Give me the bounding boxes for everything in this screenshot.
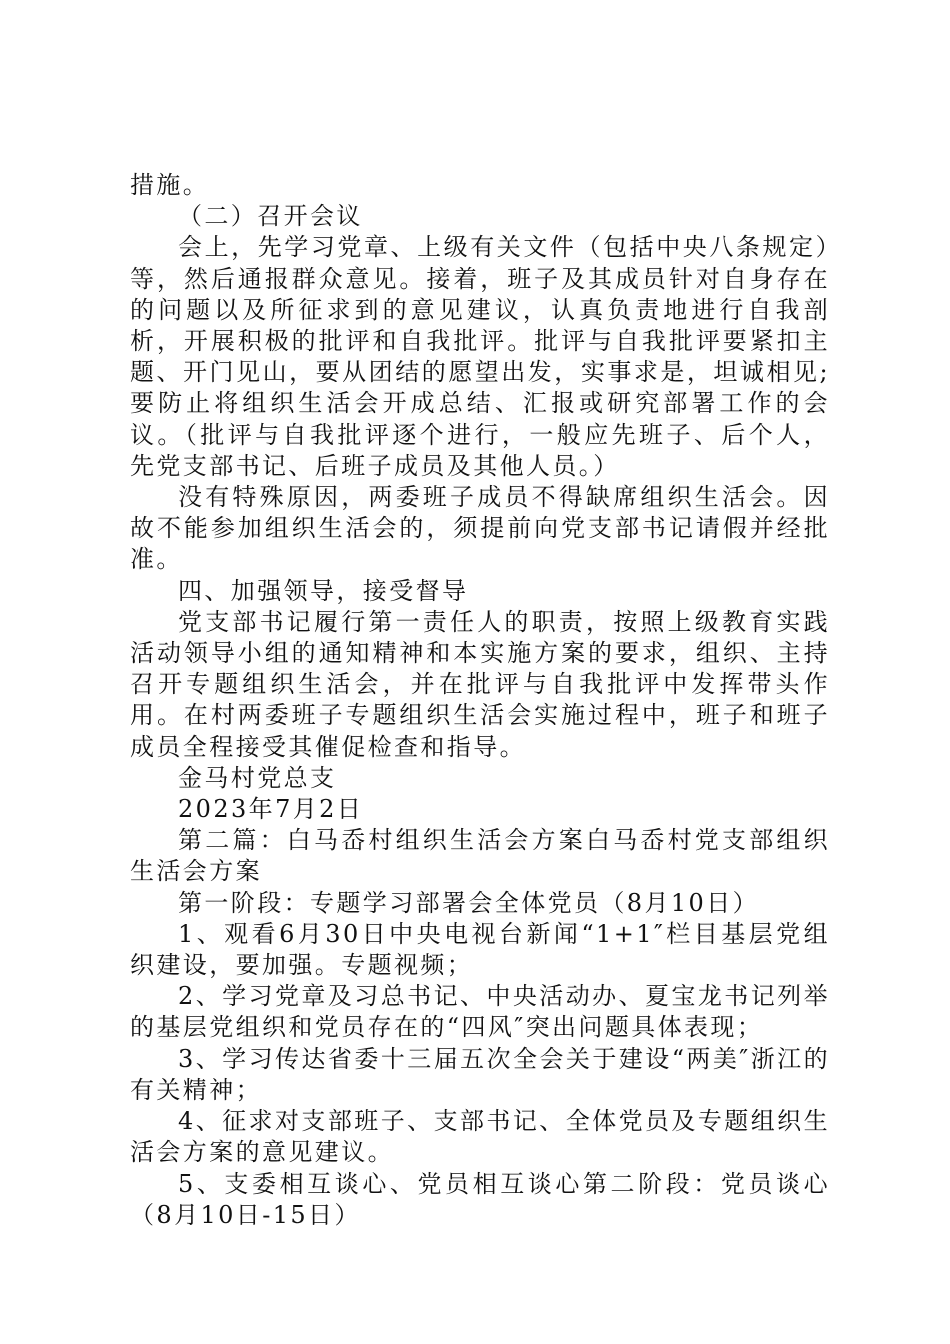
section-heading-leadership: 四、加强领导，接受督导 [178, 576, 469, 605]
second-document-title: 第二篇：白马岙村组织生活会方案白马岙村党支部组织生活会方案 [130, 826, 830, 886]
list-item-5: 5、支委相互谈心、党员相互谈心第二阶段：党员谈心（8月10日-15日） [130, 1169, 830, 1229]
paragraph-attendance-rule: 没有特殊原因，两委班子成员不得缺席组织生活会。因故不能参加组织生活会的，须提前向党支部书记请假并经批准。 [130, 483, 830, 574]
document-body [130, 170, 830, 1231]
paragraph-measures-end: 措施。 [130, 171, 210, 199]
signature-date: 2023年7月2日 [178, 795, 364, 824]
phase-one-heading: 第一阶段：专题学习部署会全体党员（8月10日） [178, 888, 760, 917]
paragraph-secretary-duty: 党支部书记履行第一责任人的职责，按照上级教育实践活动领导小组的通知精神和本实施方案的要求，组织、主持召开专题组织生活会，并在批评与自我批评中发挥带头作用。在村两委班子专题组织生活会实施过程中，班子和班子成员全程接受其催促检查和指导。 [130, 607, 830, 761]
list-item-2: 2、学习党章及习总书记、中央活动办、夏宝龙书记列举的基层党组织和党员存在的“四风″突出问题具体表现； [130, 982, 830, 1042]
paragraph-meeting-procedure: 会上，先学习党章、上级有关文件（包括中央八条规定）等，然后通报群众意见。接着，班子及其成员针对自身存在的问题以及所征求到的意见建议，认真负责地进行自我剖析，开展积极的批评和自我批评。批评与自我批评要紧扣主题、开门见山，要从团结的愿望出发，实事求是，坦诚相见;要防止将组织生活会开成总结、汇报或研究部署工作的会议。（批评与自我批评逐个进行，一般应先班子、后个人，先党支部书记、后班子成员及其他人员。） [130, 233, 830, 480]
list-item-4: 4、征求对支部班子、支部书记、全体党员及专题组织生活会方案的意见建议。 [130, 1107, 830, 1167]
list-item-3: 3、学习传达省委十三届五次全会关于建设“两美″浙江的有关精神； [130, 1044, 830, 1104]
list-item-1: 1、观看6月30日中央电视台新闻“1+1″栏目基层党组织建设，要加强。专题视频； [130, 919, 830, 980]
section-heading-convene-meeting: （二）召开会议 [178, 202, 363, 231]
signature-organization: 金马村党总支 [178, 763, 337, 792]
